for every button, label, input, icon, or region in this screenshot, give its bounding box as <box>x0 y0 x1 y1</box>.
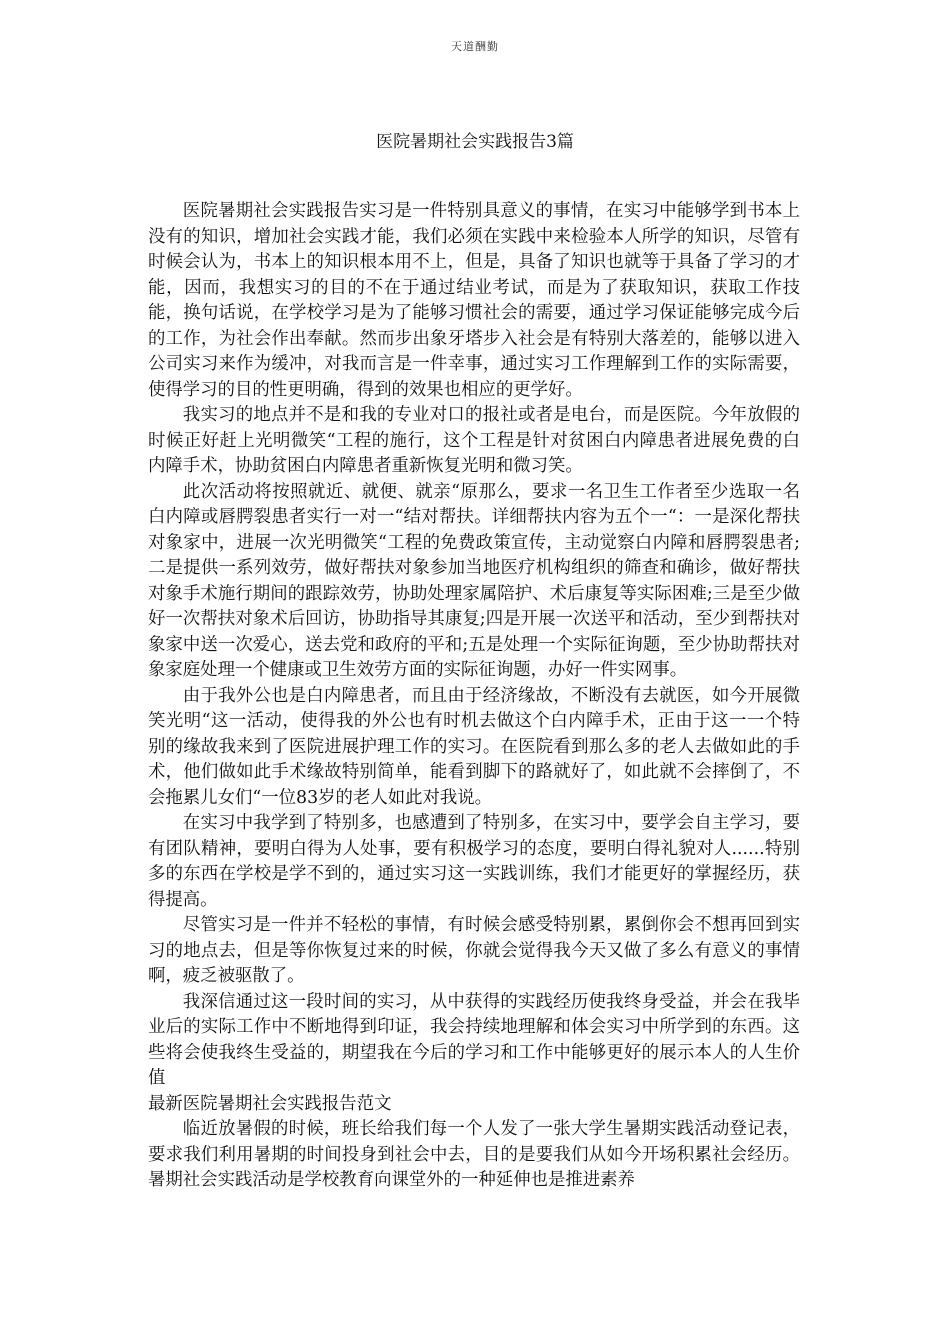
section-subheading: 最新医院暑期社会实践报告范文 <box>148 1093 392 1114</box>
paragraph: 临近放暑假的时候，班长给我们每一个人发了一张大学生暑期实践活动登记表，要求我们利用暑期的时间投身到社会中去，目的是要我们从如今开场积累社会经历。暑期社会实践活动是学校教育向课堂外的一种延伸也是推进素养 <box>148 1119 800 1190</box>
document-body <box>148 199 800 1194</box>
paragraph: 尽管实习是一件并不轻松的事情，有时候会感受特别累，累倒你会不想再回到实习的地点去，但是等你恢复过来的时候，你就会觉得我今天又做了多么有意义的事情啊，疲乏被驱散了。 <box>148 915 800 986</box>
page-header: 天道酬勤 <box>451 40 499 53</box>
paragraph: 我实习的地点并不是和我的专业对口的报社或者是电台，而是医院。今年放假的时候正好赶上光明微笑“工程的施行，这个工程是针对贫困白内障患者进展免费的白内障手术，协助贫困白内障患者重新恢复光明和微习笑。 <box>148 405 800 476</box>
paragraph: 此次活动将按照就近、就便、就亲“原那么，要求一名卫生工作者至少选取一名白内障或唇腭裂患者实行一对一“结对帮扶。详细帮扶内容为五个一“：一是深化帮扶对象家中，进展一次光明微笑“工程的免费政策宣传，主动觉察白内障和唇腭裂患者;二是提供一系列效劳，做好帮扶对象参加当地医疗机构组织的筛查和确诊，做好帮扶对象手术施行期间的跟踪效劳，协助处理家属陪护、术后康复等实际困难;三是至少做好一次帮扶对象术后回访，协助指导其康复;四是开展一次送平和活动，至少到帮扶对象家中送一次爱心，送去党和政府的平和;五是处理一个实际征询题，至少协助帮扶对象家庭处理一个健康或卫生效劳方面的实际征询题，办好一件实网事。 <box>148 481 800 680</box>
paragraph: 在实习中我学到了特别多，也感遭到了特别多，在实习中，要学会自主学习，要有团队精神，要明白得为人处事，要有积极学习的态度，要明白得礼貌对人......特别多的东西在学校是学不到的，通过实习这一实践训练，我们才能更好的掌握经历，获得提高。 <box>148 813 800 910</box>
paragraph: 由于我外公也是白内障患者，而且由于经济缘故，不断没有去就医，如今开展微笑光明“这一活动，使得我的外公也有时机去做这个白内障手术，正由于这一一个特别的缘故我来到了医院进展护理工作的实习。在医院看到那么多的老人去做如此的手术，他们做如此手术缘故特别简单，能看到脚下的路就好了，如此就不会摔倒了，不会拖累儿女们“一位83岁的老人如此对我说。 <box>148 685 800 808</box>
paragraph: 医院暑期社会实践报告实习是一件特别具意义的事情，在实习中能够学到书本上没有的知识，增加社会实践才能，我们必须在实践中来检验本人所学的知识，尽管有时候会认为，书本上的知识根本用不上，但是，具备了知识也就等于具备了学习的才能，因而，我想实习的目的不在于通过结业考试，而是为了获取知识，获取工作技能，换句话说，在学校学习是为了能够习惯社会的需要，通过学习保证能够完成今后的工作，为社会作出奉献。然而步出象牙塔步入社会是有特别大落差的，能够以进入公司实习来作为缓冲，对我而言是一件幸事，通过实习工作理解到工作的实际需要，使得学习的目的性更明确，得到的效果也相应的更学好。 <box>148 201 800 400</box>
document-title: 医院暑期社会实践报告3篇 <box>376 132 574 152</box>
paragraph: 我深信通过这一段时间的实习，从中获得的实践经历使我终身受益，并会在我毕业后的实际工作中不断地得到印证，我会持续地理解和体会实习中所学到的东西。这些将会使我终生受益的，期望我在今后的学习和工作中能够更好的展示本人的人生价值 <box>148 991 800 1088</box>
